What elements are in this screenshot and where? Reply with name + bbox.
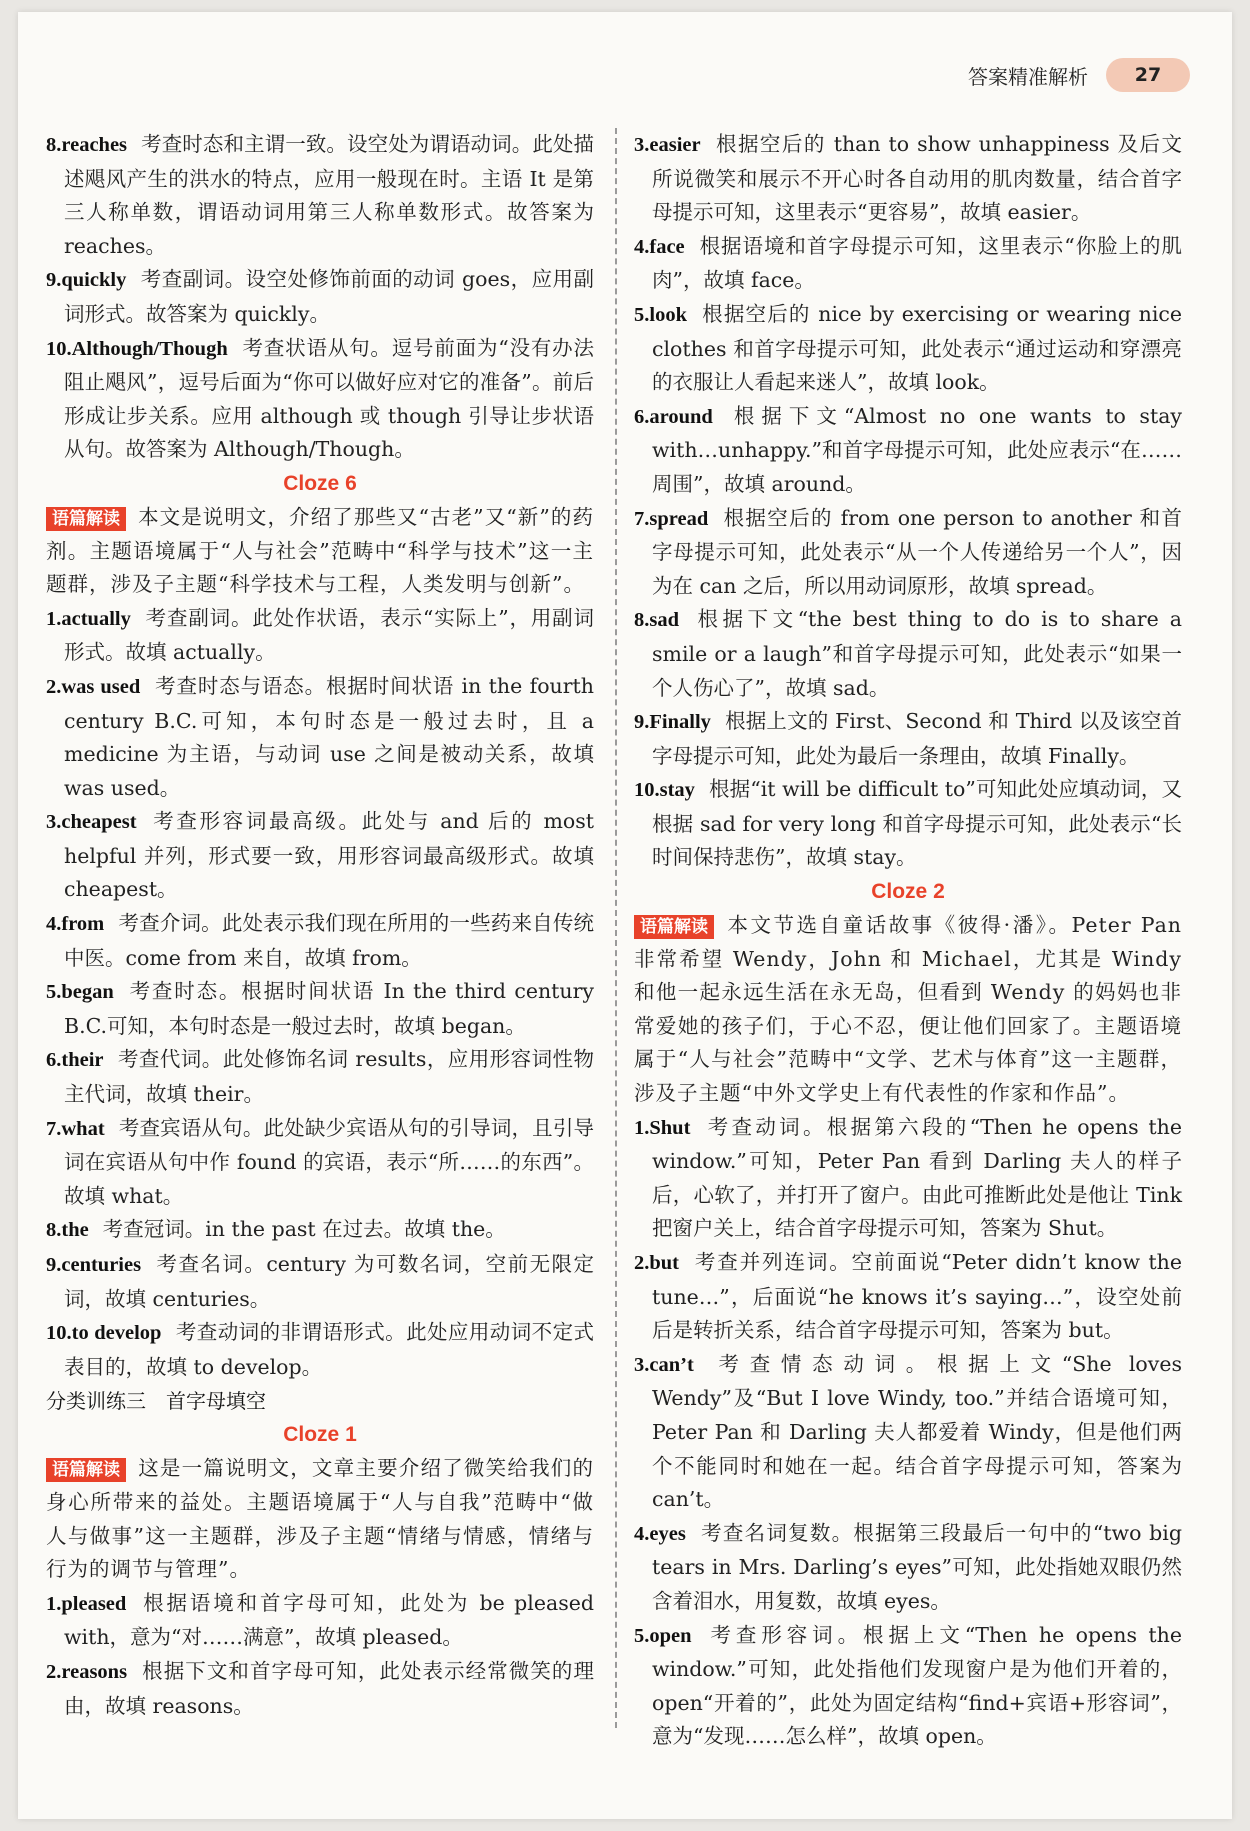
answer-entry: 7.what 考查宾语从句。此处缺少宾语从句的引导词，且引导词在宾语从句中作 found 的宾语，表示“所……的东西”。故填 what。 — [46, 1115, 594, 1208]
answer-entry: 5.look 根据空后的 nice by exercising or wearing nice clothes 和首字母提示可知，此处表示“通过运动和穿漂亮的衣服让人看起来迷人”，故填 look。 — [634, 301, 1182, 395]
page-number: 27 — [1106, 58, 1190, 92]
answer-entry: 2.but 考查并列连词。空前面说“Peter didn’t know the tune…”，后面说“he knows it’s saying…”，设空处前后是转折关系，结合首字母提示可知，答案为 but。 — [634, 1250, 1182, 1343]
answer-word: reasons — [61, 1660, 128, 1683]
explanation: 考查状语从句。逗号前面为“没有办法阻止飓风”，逗号后面为“你可以做好应对它的准备”。前后形成让步关系。应用 although 或 though 引导让步状语从句。故答案为 Although/Though。 — [64, 335, 594, 462]
answer-entry: 4.face 根据语境和首字母提示可知，这里表示“你脸上的肌肉”，故填 face。 — [634, 233, 1182, 293]
answer-word: from — [61, 913, 105, 936]
cloze-1-title: Cloze 1 — [283, 1423, 357, 1447]
section-heading: 分类训练三 首字母填空 — [46, 1389, 266, 1414]
answer-word: reaches — [61, 134, 128, 156]
answer-entry: 3.easier 根据空后的 than to show unhappiness 及后文所说微笑和展示不开心时各自动用的肌肉数量，结合首字母提示可知，这里表示“更容易”，故填 easier。 — [634, 132, 1182, 225]
answer-entry: 9.Finally 根据上文的 First、Second 和 Third 以及该空首字母提示可知，此处为最后一条理由，故填 Finally。 — [634, 709, 1182, 768]
answer-word: Finally — [649, 711, 711, 734]
answer-entry: 9.centuries 考查名词。century 为可数名词，空前无限定词，故填 centuries。 — [46, 1252, 594, 1311]
answer-word: cheapest — [61, 811, 137, 834]
answer-word: began — [61, 981, 114, 1004]
answer-entry: 8.sad 根据下文“the best thing to do is to share a smile or a laugh”和首字母提示可知，此处表示“如果一个人伤心了”，故填 sad。 — [634, 607, 1182, 700]
answer-word: look — [649, 303, 687, 326]
answer-entry: 10.to develop 考查动词的非谓语形式。此处应用动词不定式表目的，故填 to develop。 — [46, 1320, 594, 1379]
answer-word: but — [649, 1252, 680, 1274]
answer-word: the — [61, 1219, 89, 1242]
answer-word: pleased — [61, 1592, 127, 1615]
answer-word: quickly — [61, 269, 127, 292]
answer-entry: 8.reaches 考查时态和主谓一致。设空处为谓语动词。此处描述飓风产生的洪水的特点，应用一般现在时。主语 It 是第三人称单数，谓语动词用第三人称单数形式。故答案为 reaches。 — [46, 132, 594, 258]
answer-word: around — [649, 405, 713, 428]
explanation: 考查副词。设空处修饰前面的动词 goes，应用副词形式。故答案为 quickly。 — [64, 267, 594, 326]
answer-word: to develop — [71, 1322, 162, 1345]
passage-reading: 语篇解读 本文节选自童话故事《彼得·潘》。Peter Pan 非常希望 Wendy，John 和 Michael，尤其是 Windy 和他一起永远生活在永无岛，但看到 Wendy 的妈妈也非常爱她的孩子们，于心不忍，便让他们回家了。主题语境属于“人与社会”范畴中“文学、艺术与体育”这一主题群，涉及子主题“中外文学史上有代表性的作家和作品”。 — [634, 913, 1182, 1106]
column-divider — [615, 128, 617, 1728]
answer-word: stay — [659, 779, 695, 802]
answer-entry: 9.quickly 考查副词。设空处修饰前面的动词 goes，应用副词形式。故答案为 quickly。 — [46, 267, 594, 326]
explanation: 考查时态和主谓一致。设空处为谓语动词。此处描述飓风产生的洪水的特点，应用一般现在时。主语 It 是第三人称单数，谓语动词用第三人称单数形式。故答案为 reaches。 — [64, 132, 594, 258]
answer-word: can’t — [649, 1353, 694, 1376]
answer-entry: 4.from 考查介词。此处表示我们现在所用的一些药来自传统中医。come from 来自，故填 from。 — [46, 911, 594, 970]
answer-word: spread — [649, 507, 709, 530]
answer-entry: 2.reasons 根据下文和首字母可知，此处表示经常微笑的理由，故填 reasons。 — [46, 1658, 594, 1718]
answer-entry: 10.stay 根据“it will be difficult to”可知此处应填动词，又根据 sad for very long 和首字母提示可知，此处表示“长时间保持悲伤”，故填 stay。 — [634, 777, 1182, 870]
answer-entry: 1.Shut 考查动词。根据第六段的“Then he opens the window.”可知，Peter Pan 看到 Darling 夫人的样子后，心软了，并打开了窗户。由此可推断此处是他让 Tink 把窗户关上，结合首字母提示可知，答案为 Shut。 — [634, 1114, 1182, 1241]
answer-word: eyes — [649, 1522, 686, 1545]
answer-word: was used — [61, 675, 141, 698]
answer-word: centuries — [61, 1254, 142, 1276]
answer-word: easier — [649, 134, 701, 156]
header-title: 答案精准解析 — [968, 64, 1088, 89]
answer-entry: 6.around 根据下文“Almost no one wants to stay with…unhappy.”和首字母提示可知，此处应表示“在……周围”，故填 around。 — [634, 403, 1182, 496]
page-header — [968, 58, 1190, 92]
answer-word: their — [61, 1049, 104, 1072]
answer-entry: 3.cheapest 考查形容词最高级。此处与 and 后的 most helpful 并列，形式要一致，用形容词最高级形式。故填 cheapest。 — [46, 809, 594, 902]
cloze-2-title: Cloze 2 — [871, 880, 945, 904]
answer-word: Shut — [649, 1116, 691, 1139]
page — [18, 12, 1232, 1819]
answer-word: sad — [649, 609, 680, 632]
answer-entry: 2.was used 考查时态与语态。根据时间状语 in the fourth century B.C.可知，本句时态是一般过去时，且 a medicine 为主语，与动词 use 之间是被动关系，故填 was used。 — [46, 673, 594, 800]
answer-word: face — [649, 235, 685, 258]
answer-entry: 6.their 考查代词。此处修饰名词 results，应用形容词性物主代词，故填 their。 — [46, 1047, 594, 1107]
answer-entry: 3.can’t 考查情态动词。根据上文“She loves Wendy”及“But I love Windy, too.”并结合语境可知，Peter Pan 和 Darling 夫人都爱着 Windy，但是他们两个不能同时和她在一起。结合首字母提示可知，答案为 can’t。 — [634, 1351, 1182, 1512]
answer-word: open — [649, 1624, 692, 1647]
answer-entry: 4.eyes 考查名词复数。根据第三段最后一句中的“two big tears in Mrs. Darling’s eyes”可知，此处指她双眼仍然含着泪水，用复数，故填 eyes。 — [634, 1520, 1182, 1613]
reading-badge: 语篇解读 — [634, 915, 714, 939]
answer-entry: 8.the 考查冠词。in the past 在过去。故填 the。 — [46, 1217, 506, 1242]
left-column — [46, 128, 594, 1723]
right-column — [634, 128, 1182, 1754]
reading-badge: 语篇解读 — [46, 1458, 126, 1482]
answer-word: what — [61, 1117, 105, 1140]
answer-entry: 7.spread 根据空后的 from one person to another 和首字母提示可知，此处表示“从一个人传递给另一个人”，因为在 can 之后，所以用动词原形，故填 spread。 — [634, 505, 1182, 598]
reading-badge: 语篇解读 — [46, 507, 126, 531]
answer-entry: 5.open 考查形容词。根据上文“Then he opens the window.”可知，此处指他们发现窗户是为他们开着的，open“开着的”，此处为固定结构“find+宾语+形容词”，意为“发现……怎么样”，故填 open。 — [634, 1622, 1182, 1749]
answer-entry: 5.began 考查时态。根据时间状语 In the third century B.C.可知，本句时态是一般过去时，故填 began。 — [46, 979, 594, 1038]
passage-reading: 语篇解读 这是一篇说明文，文章主要介绍了微笑给我们的身心所带来的益处。主题语境属于“人与自我”范畴中“做人与做事”这一主题群，涉及子主题“情绪与情感，情绪与行为的调节与管理”。 — [46, 1456, 594, 1582]
answer-word: actually — [61, 607, 131, 630]
passage-reading: 语篇解读 本文是说明文，介绍了那些又“古老”又“新”的药剂。主题语境属于“人与社会”范畴中“科学与技术”这一主题群，涉及子主题“科学技术与工程，人类发明与创新”。 — [46, 504, 594, 597]
answer-entry: 10.Although/Though 考查状语从句。逗号前面为“没有办法阻止飓风”，逗号后面为“你可以做好应对它的准备”。前后形成让步关系。应用 although 或 though 引导让步状语从句。故答案为 Although/Though。 — [46, 335, 594, 462]
cloze-6-title: Cloze 6 — [283, 471, 357, 495]
answer-entry: 1.pleased 根据语境和首字母可知，此处为 be pleased with，意为“对……满意”，故填 pleased。 — [46, 1590, 594, 1650]
answer-entry: 1.actually 考查副词。此处作状语，表示“实际上”，用副词形式。故填 actually。 — [46, 605, 594, 665]
answer-word: Although/Though — [71, 337, 228, 360]
